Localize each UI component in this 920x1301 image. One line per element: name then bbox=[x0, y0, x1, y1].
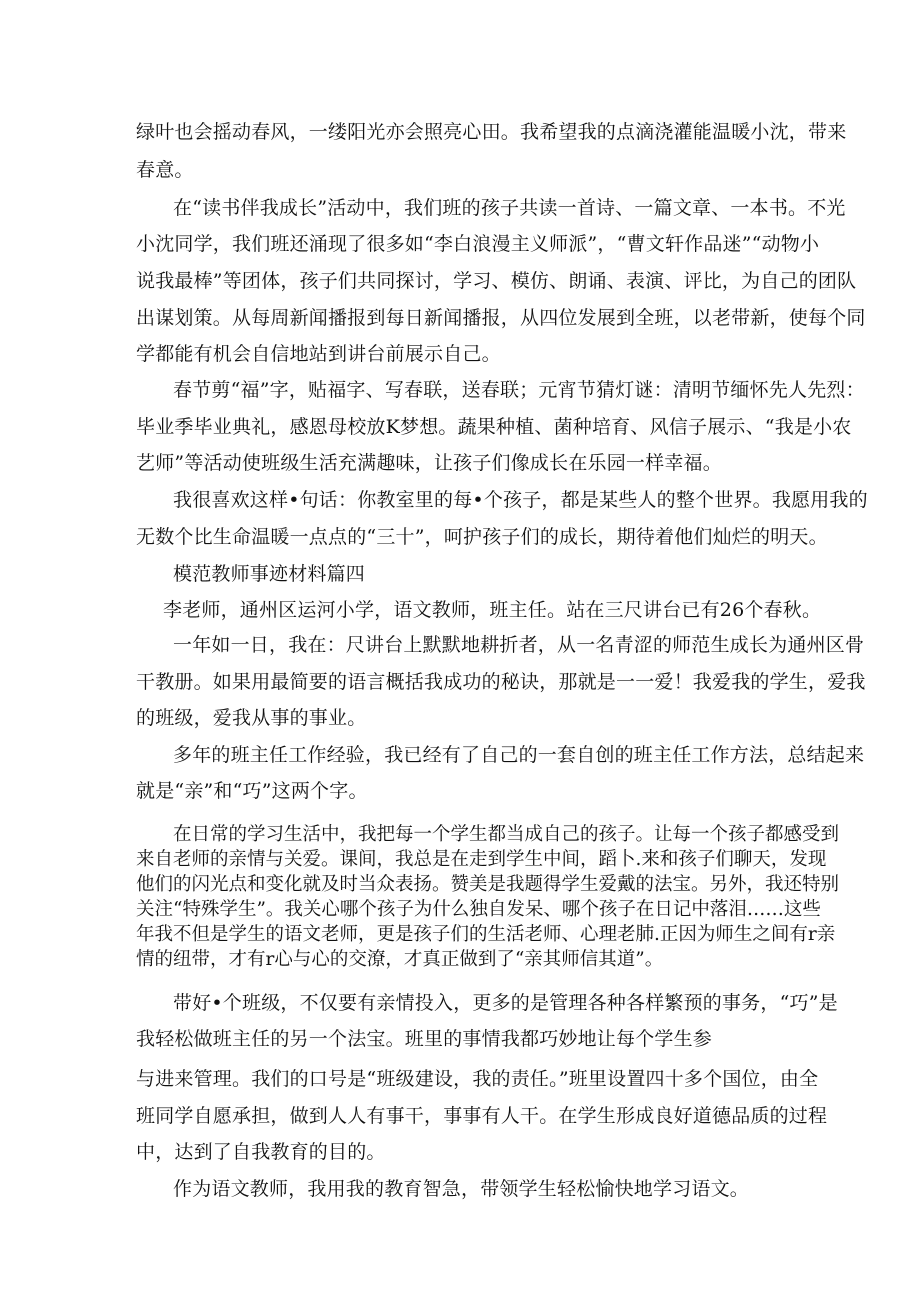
text-line: 无数个比生命温暖一点点的“三十”，呵护孩子们的成长，期待着他们灿烂的明天。 bbox=[136, 526, 828, 548]
text-line: 艺师”等活动使班级生活充满趣味，让孩子们像成长在乐园一样幸福。 bbox=[136, 452, 722, 474]
text-line: 春意。 bbox=[136, 159, 194, 181]
text-line: 我轻松做班主任的另一个法宝。班里的事情我都巧妙地让每个学生参 bbox=[136, 1028, 713, 1050]
text-line: 说我最棒”等团体，孩子们共同探讨，学习、模仿、朗诵、表演、评比，为自己的团队 bbox=[136, 270, 857, 292]
text-line: 他们的闪光点和变化就及时当众表扬。赞美是我题得学生爱戴的法宝。另外，我还特别 bbox=[136, 874, 840, 895]
text-line: 就是“亲”和“巧”这两个字。 bbox=[136, 780, 368, 802]
text-line: 来自老师的亲情与关爱。课间，我总是在走到学生中间，蹈卜.来和孩子们聊天，发现 bbox=[136, 849, 827, 870]
text-line: 的班级，爱我从事的事业。 bbox=[136, 707, 367, 729]
text-line: 小沈同学，我们班还涌现了很多如“李白浪漫主义师派”，“曹文轩作品迷”“动物小 bbox=[136, 233, 820, 255]
section-heading: 模范教师事迹材料篇四 bbox=[173, 563, 366, 585]
text-line: 毕业季毕业典礼，感恩母校放K梦想。蔬果种植、菌种培育、风信子展示、“我是小农 bbox=[136, 416, 852, 438]
paragraph-first-line: 作为语文教师，我用我的教育智急，带领学生轻松愉快地学习语文。 bbox=[173, 1178, 750, 1200]
text-line: 干教册。如果用最简要的语言概括我成功的秘诀，那就是一一爱！我爱我的学生，爱我 bbox=[136, 671, 866, 693]
paragraph-first-line: 带好•个班级，不仅要有亲情投入，更多的是管理各种各样繁预的事务，“巧”是 bbox=[173, 992, 838, 1014]
paragraph-first-line: 在“读书伴我成长”活动中，我们班的孩子共读一首诗、一篇文章、一本书。不光 bbox=[173, 197, 846, 219]
text-line: 年我不但是学生的语文老师，更是孩子们的生活老师、心理老肺.正因为师生之间有r亲 bbox=[136, 924, 836, 945]
text-line: 学都能有机会自信地站到讲台前展示自己。 bbox=[136, 343, 501, 365]
text-line: 与进来管理。我们的口号是“班级建设，我的责任。”班里设置四十多个国位，由全 bbox=[136, 1068, 819, 1090]
paragraph-first-line: 春节剪“福”字，贴福字、写春联，送春联；元宵节猜灯谜：清明节缅怀先人先烈： bbox=[173, 379, 865, 401]
text-line: 中，达到了自我教育的目的。 bbox=[136, 1141, 386, 1163]
text-line: 情的纽带，才有r心与心的交潦，才真正做到了“亲其师信其道”。 bbox=[136, 949, 664, 970]
text-line: 绿叶也会摇动春风，一缕阳光亦会照亮心田。我希望我的点滴浇灌能温暖小沈，带来 bbox=[136, 121, 847, 143]
paragraph-first-line: 在日常的学习生活中，我把每一个学生都当成自己的孩子。让每一个孩子都感受到 bbox=[173, 824, 840, 845]
paragraph-first-line: 一年如一日，我在：尺讲台上默默地耕折者，从一名青涩的师范生成长为通州区骨 bbox=[173, 634, 865, 656]
paragraph-first-line: 我很喜欢这样•句话：你教室里的每•个孩子，都是某些人的整个世界。我愿用我的 bbox=[173, 489, 868, 511]
text-line: 出谋划策。从每周新闻播报到每日新闻播报，从四位发展到全班，以老带新，使每个同 bbox=[136, 307, 866, 329]
paragraph-first-line: 多年的班主任工作经验，我已经有了自己的一套自创的班主任工作方法，总结起来 bbox=[173, 744, 865, 766]
text-line: 班同学自愿承担，做到人人有事干，事事有人干。在学生形成良好道德品质的过程 bbox=[136, 1105, 828, 1127]
text-line: 关注“特殊学生”。我关心哪个孩子为什么独自发呆、哪个孩子在日记中落泪……这些 bbox=[136, 899, 821, 920]
paragraph-first-line: 李老师，通州区运河小学，语文教师，班主任。站在三尺讲台已有26个春秋。 bbox=[163, 599, 822, 621]
